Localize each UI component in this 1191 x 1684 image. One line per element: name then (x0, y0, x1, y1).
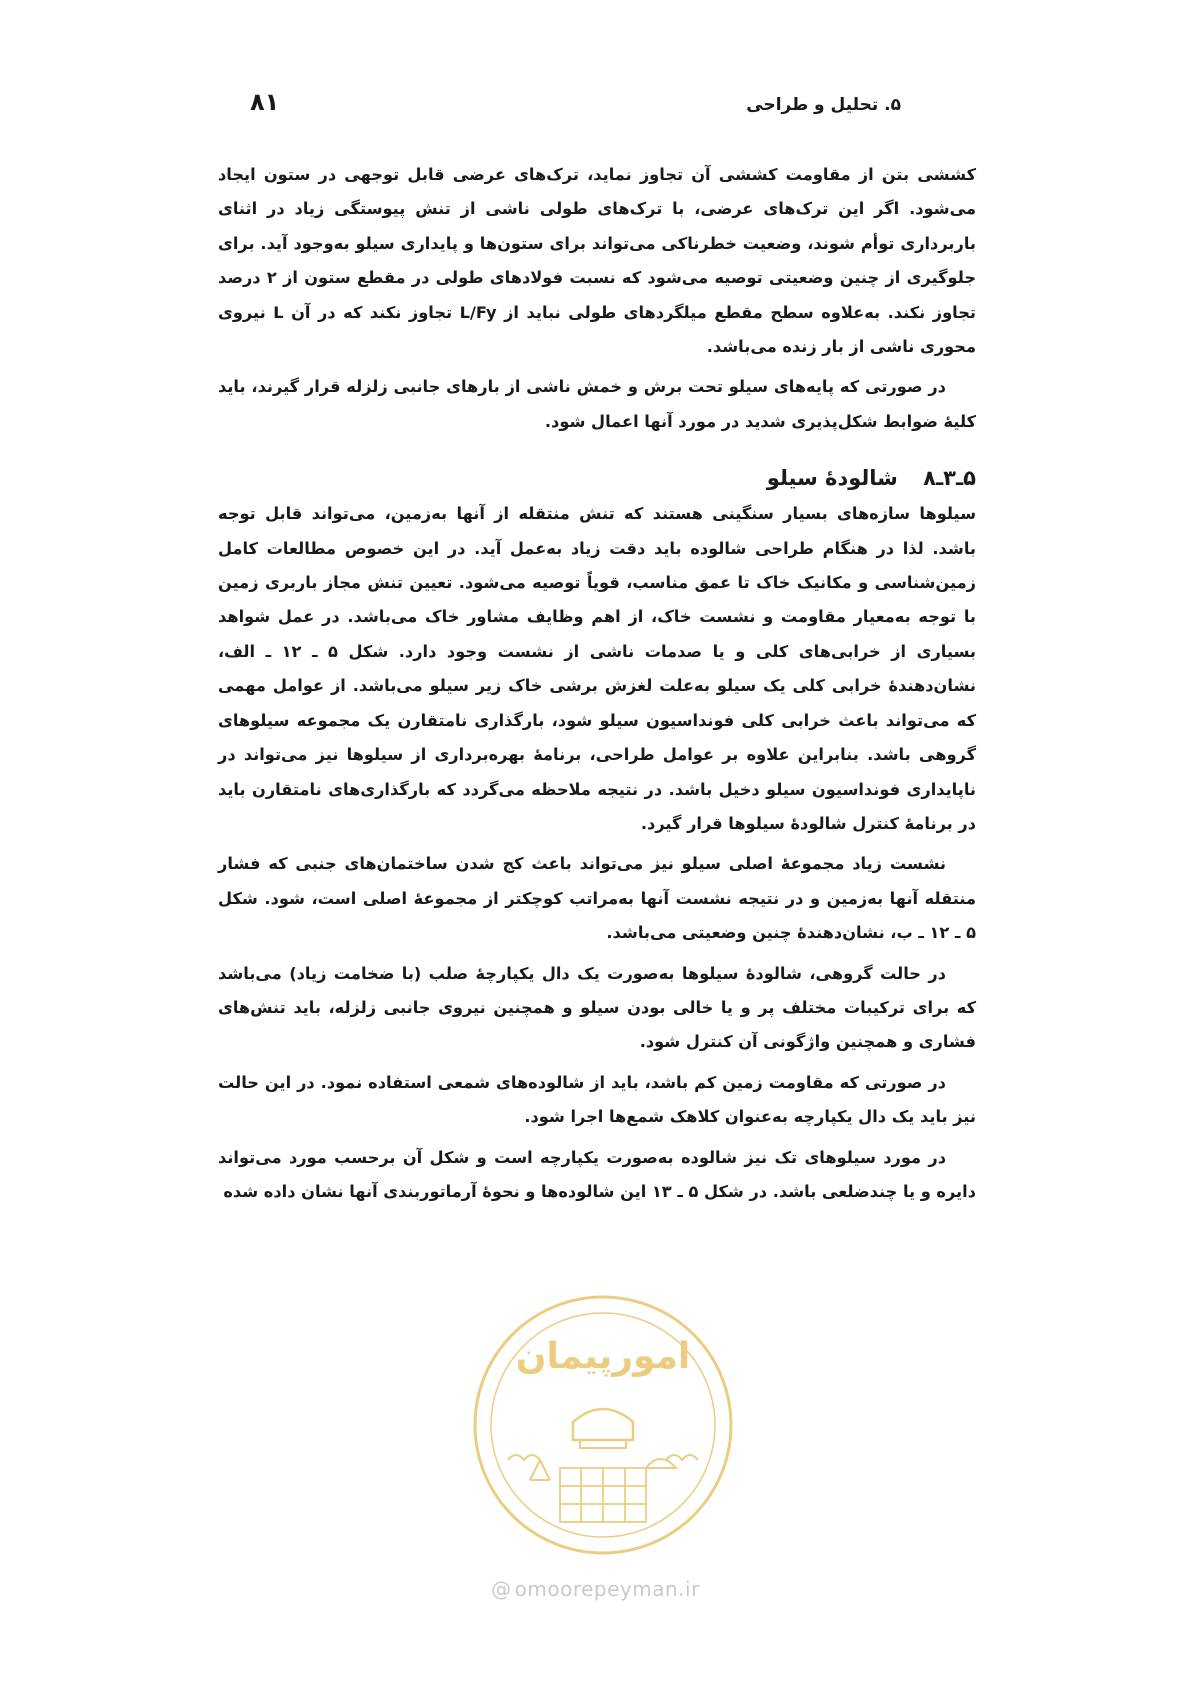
watermark-text: امورپیمان (515, 1336, 691, 1377)
section-title: شالودهٔ سیلو (766, 466, 898, 491)
at-icon: @ (491, 1577, 512, 1601)
site-url: omoorepeyman.ir (514, 1577, 700, 1601)
watermark-logo (468, 1290, 738, 1560)
paragraph: در مورد سیلوهای تک نیز شالوده به‌صورت یکپارچه است و شکل آن برحسب مورد می‌تواند دایره و یا چندضلعی باشد. در شکل ۵ ـ ۱۳ این شالوده‌ها و نحوهٔ آرماتوربندی آنها نشان داده شده (218, 1147, 976, 1201)
page-number: ۸۱ (250, 88, 280, 116)
paragraph: در صورتی که پایه‌های سیلو تحت برش و خمش ناشی از بارهای جانبی زلزله قرار گیرند، باید کلیهٔ ضوابط شکل‌پذیری شدید در مورد آنها اعمال شود. (218, 377, 976, 431)
paragraph: نشست زیاد مجموعهٔ اصلی سیلو نیز می‌تواند باعث کج شدن ساختمان‌های جنبی که فشار منتقله آنها به‌زمین و در نتیجه نشست آنها به‌مراتب کوچکتر از مجموعهٔ اصلی است، شود. شکل ۵ ـ ۱۲ ـ ب، نشان‌دهندهٔ چنین وضعیتی می‌باشد. (218, 854, 976, 943)
seal-logo-icon (468, 1290, 738, 1560)
section-number: ۵ـ۳ـ۸ (923, 466, 976, 491)
footer-url (0, 1577, 1191, 1601)
paragraph: سیلوها سازه‌های بسیار سنگینی هستند که تنش منتقله از آنها به‌زمین، می‌تواند قابل توجه باشد. لذا در هنگام طراحی شالوده باید دقت زیاد به‌عمل آید. در این خصوص مطالعات کامل زمین‌شناسی و مکانیک خاک تا عمق مناسب، قویاً توصیه می‌شود. تعیین تنش مجاز باربری زمین با توجه به‌معیار مقاومت و نشست خاک، از اهم وظایف مشاور خاک می‌باشد. در عمل شواهد بسیاری از خرابی‌های کلی و یا صدمات ناشی از نشست وجود دارد. شکل ۵ ـ ۱۲ ـ الف، نشان‌دهندهٔ خرابی کلی یک سیلو به‌علت لغزش برشی خاک زیر سیلو می‌باشد. از عوامل مهمی که می‌تواند باعث خرابی کلی فونداسیون سیلو شود، بارگذاری نامتقارن یک مجموعه سیلوهای گروهی باشد. بنابراین علاوه بر عوامل طراحی، برنامهٔ بهره‌برداری از سیلوها نیز می‌تواند در ناپایداری فونداسیون سیلو دخیل باشد. در نتیجه ملاحظه می‌گردد که بارگذاری‌های نامتقارن باید در برنامهٔ کنترل شالودهٔ سیلوها قرار گیرد. (218, 504, 977, 833)
section-heading (218, 461, 976, 495)
paragraph: در صورتی که مقاومت زمین کم باشد، باید از شالوده‌های شمعی استفاده نمود. در این حالت نیز باید یک دال یکپارچه به‌عنوان کلاهک شمع‌ها اجرا شود. (218, 1072, 976, 1127)
paragraph: کششی بتن از مقاومت کششی آن تجاوز نماید، ترک‌های عرضی قابل توجهی در ستون ایجاد می‌شود. اگر این ترک‌های عرضی، با ترک‌های طولی ناشی از تنش پیوستگی زیاد در اثنای باربرداری توأم شوند، وضعیت خطرناکی می‌تواند برای ستون‌ها و پایداری سیلو به‌وجود آید. برای جلوگیری از چنین وضعیتی توصیه می‌شود که نسبت فولادهای طولی در مقطع ستون از ۲ درصد تجاوز نکند. به‌علاوه سطح مقطع میلگردهای طولی نباید از L/Fy تجاوز نکند که در آن L نیروی محوری ناشی از بار زنده می‌باشد. (218, 165, 976, 357)
chapter-title: ۵. تحلیل و طراحی (746, 95, 901, 115)
paragraph: در حالت گروهی، شالودهٔ سیلوها به‌صورت یک دال یکپارچهٔ صلب (با ضخامت زیاد) می‌باشد که برای ترکیبات مختلف پر و یا خالی بودن سیلو و همچنین نیروی جانبی زلزله، باید تنش‌های فشاری و همچنین واژگونی آن کنترل شود. (218, 963, 976, 1052)
body-text (218, 158, 976, 1215)
running-header (250, 88, 901, 128)
